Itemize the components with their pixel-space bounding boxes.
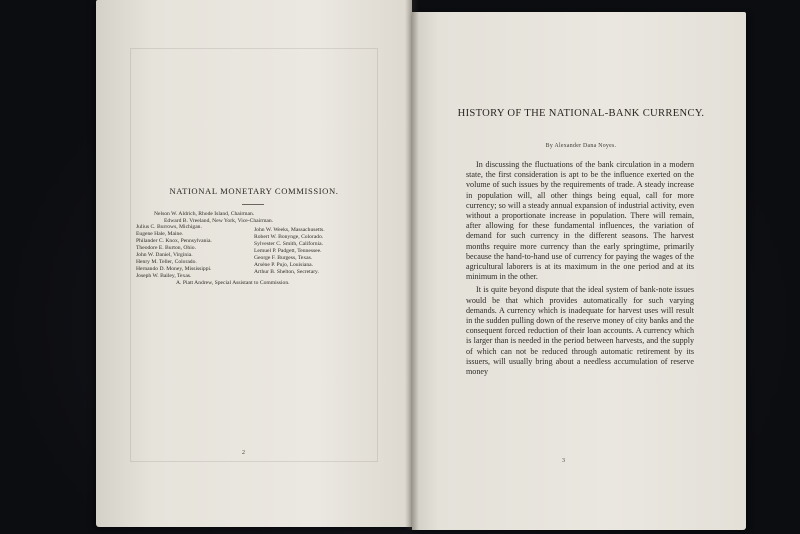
- paragraph: It is quite beyond dispute that the ideal system of bank-note issues would be that which provides automatically for such varying demands. A currency which is inadequate for harvest uses will result in the sudden pulling down of the reserve money of city banks and the consequent forced reduction of their loan accounts. A currency which is larger than is needed in the period between harvests, and the supply of which can not be reduced through automatic retirement by its issuers, will usually bring about a needless accumulation of reserve money: [466, 285, 694, 377]
- page-number: 3: [562, 458, 565, 464]
- body-text: [466, 160, 694, 377]
- member-line: Theodore E. Burton, Ohio.: [136, 245, 196, 251]
- member-list: [136, 211, 374, 291]
- member-line: Joseph W. Bailey, Texas.: [136, 273, 192, 279]
- left-page: [96, 0, 412, 527]
- heading-rule: [242, 204, 264, 205]
- member-line: Lemuel P. Padgett, Tennessee.: [254, 248, 322, 254]
- member-line: Robert W. Bonynge, Colorado.: [254, 234, 324, 240]
- paragraph: In discussing the fluctuations of the bank circulation in a modern state, the first consideration is apt to be the influence exerted on the volume of such issues by the requirements of trade. A steady increase in population will, all other things being equal, call for more currency; so will a steady annual expansion of industrial activity, even without a proportionate increase in population. There will remain, after allowing for these fundamental influences, the variation of demand for such currency in the different seasons. The harvest months require more currency than the early springtime, primarily because the hand-to-hand use of currency for paying the wages of the agricultural laborers is at its maximum in the one period and at its minimum in the other.: [466, 160, 694, 282]
- member-line: A. Piatt Andrew, Special Assistant to Commission.: [176, 280, 290, 286]
- member-line: Philander C. Knox, Pennsylvania.: [136, 238, 212, 244]
- member-line: Edward B. Vreeland, New York, Vice-Chairman.: [164, 217, 274, 224]
- member-line: Nelson W. Aldrich, Rhode Island, Chairman.: [154, 211, 255, 217]
- member-line: Arsène P. Pujo, Louisiana.: [254, 262, 314, 268]
- member-line: George F. Burgess, Texas.: [254, 255, 313, 261]
- author-byline: By Alexander Dana Noyes.: [545, 143, 617, 149]
- member-line: Henry M. Teller, Colorado.: [136, 259, 197, 265]
- member-line: Julius C. Burrows, Michigan.: [136, 224, 202, 230]
- member-line: Sylvester C. Smith, California.: [254, 241, 323, 247]
- book-gutter: [405, 0, 419, 530]
- chapter-title: HISTORY OF THE NATIONAL-BANK CURRENCY.: [457, 108, 705, 119]
- commission-heading: NATIONAL MONETARY COMMISSION.: [169, 186, 339, 196]
- member-line: John W. Daniel, Virginia.: [136, 252, 193, 258]
- member-line: Eugene Hale, Maine.: [136, 231, 184, 237]
- right-page: [412, 12, 746, 530]
- member-line: John W. Weeks, Massachusetts.: [254, 227, 325, 233]
- member-line: Arthur B. Shelton, Secretary.: [254, 269, 319, 275]
- page-number: 2: [242, 450, 245, 456]
- member-line: Hernando D. Money, Mississippi.: [136, 266, 212, 272]
